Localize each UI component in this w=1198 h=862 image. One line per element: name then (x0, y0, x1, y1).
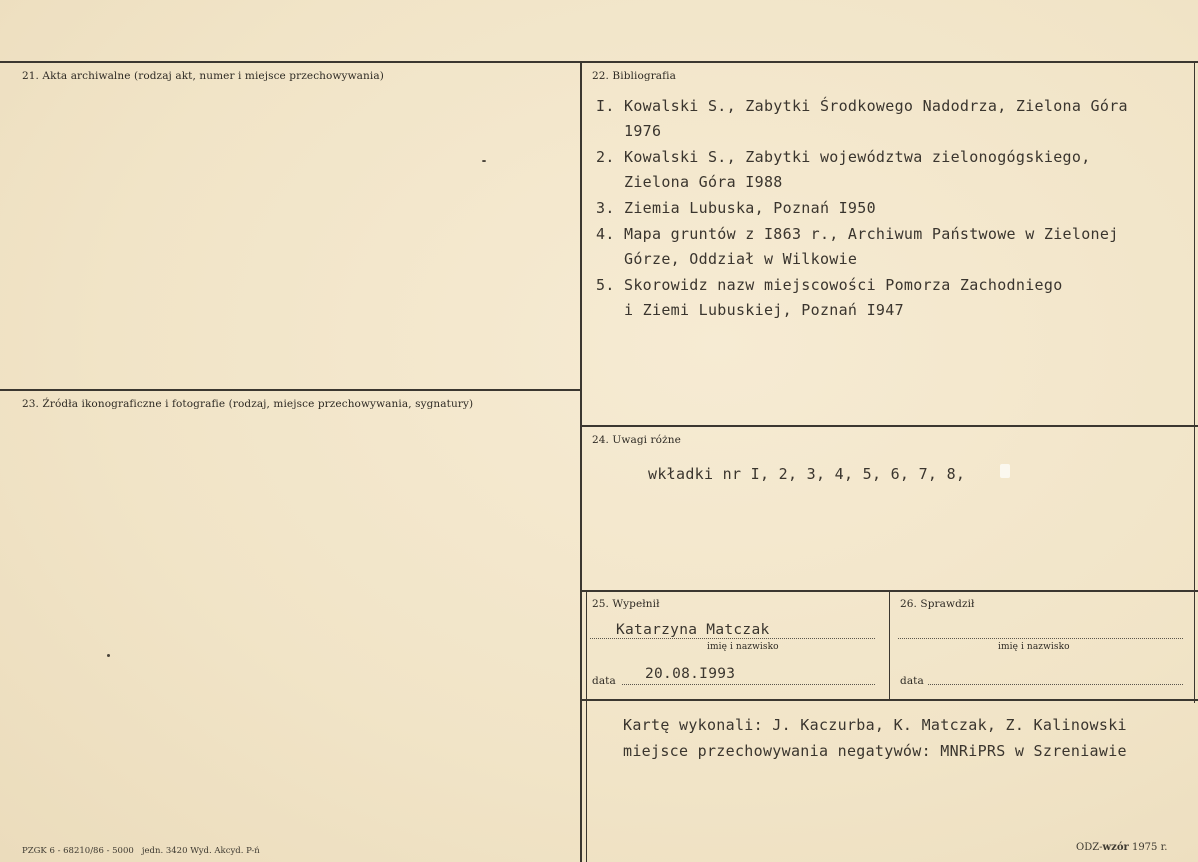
form-model-prefix: ODZ- (1076, 842, 1103, 853)
left-inner-rule (586, 592, 587, 862)
bibliography-line: 2. Kowalski S., Zabytki województwa zielonogógskiego, (596, 148, 1091, 166)
correction-mark (1000, 464, 1010, 478)
bibliography-line: 3. Ziemia Lubuska, Poznań I950 (596, 199, 876, 217)
signature-divider (889, 590, 890, 700)
bibliography-line: 4. Mapa gruntów z I863 r., Archiwum Państwowe w Zielonej (596, 225, 1119, 243)
left-mid-rule (0, 389, 581, 391)
checker-date-line (928, 684, 1183, 685)
section-22-label: 22. Bibliografia (592, 70, 676, 82)
form-model (1076, 842, 1167, 853)
form-model-suffix: 1975 r. (1128, 842, 1168, 853)
bibliography-line: 5. Skorowidz nazw miejscowości Pomorza Zachodniego (596, 276, 1063, 294)
bibliography-line: Zielona Góra I988 (596, 173, 783, 191)
section-26-label: 26. Sprawdził (900, 598, 975, 610)
bibliography-line: 1976 (596, 122, 662, 140)
section-21-label: 21. Akta archiwalne (rodzaj akt, numer i miejsce przechowywania) (22, 70, 384, 82)
bibliography-line: Górze, Oddział w Wilkowie (596, 250, 858, 268)
checker-name-caption: imię i nazwisko (998, 642, 1070, 652)
checker-name-line (898, 638, 1183, 639)
remarks-text: wkładki nr I, 2, 3, 4, 5, 6, 7, 8, (648, 465, 966, 483)
name-caption: imię i nazwisko (707, 642, 779, 652)
top-rule (0, 61, 1198, 63)
filled-by-name: Katarzyna Matczak (616, 622, 770, 638)
right-rule-notes (581, 699, 1198, 701)
section-25-label: 25. Wypełnił (592, 598, 660, 610)
bibliography-line: I. Kowalski S., Zabytki Środkowego Nadodrza, Zielona Góra (596, 97, 1128, 115)
date-line (622, 684, 875, 685)
filled-date: 20.08.I993 (645, 666, 736, 682)
section-24-label: 24. Uwagi różne (592, 434, 681, 446)
section-23-label: 23. Źródła ikonograficzne i fotografie (rodzaj, miejsce przechowywania, sygnatury) (22, 398, 474, 410)
checker-date-label: data (900, 675, 924, 687)
print-info: PZGK 6 - 68210/86 - 5000 jedn. 3420 Wyd. Akcyd. P-ń (22, 846, 260, 856)
notes-line-1: Kartę wykonali: J. Kaczurba, K. Matczak, Z. Kalinowski (623, 716, 1127, 734)
notes-line-2: miejsce przechowywania negatywów: MNRiPRS w Szreniawie (623, 742, 1127, 760)
date-label: data (592, 675, 616, 687)
ink-speck (482, 160, 486, 162)
center-divider (580, 61, 582, 862)
right-edge-rule (1194, 61, 1195, 703)
right-rule-24 (581, 425, 1198, 427)
name-line (590, 638, 875, 639)
form-model-bold: wzór (1102, 842, 1129, 853)
bibliography-line: i Ziemi Lubuskiej, Poznań I947 (596, 301, 904, 319)
ink-speck (107, 654, 110, 657)
